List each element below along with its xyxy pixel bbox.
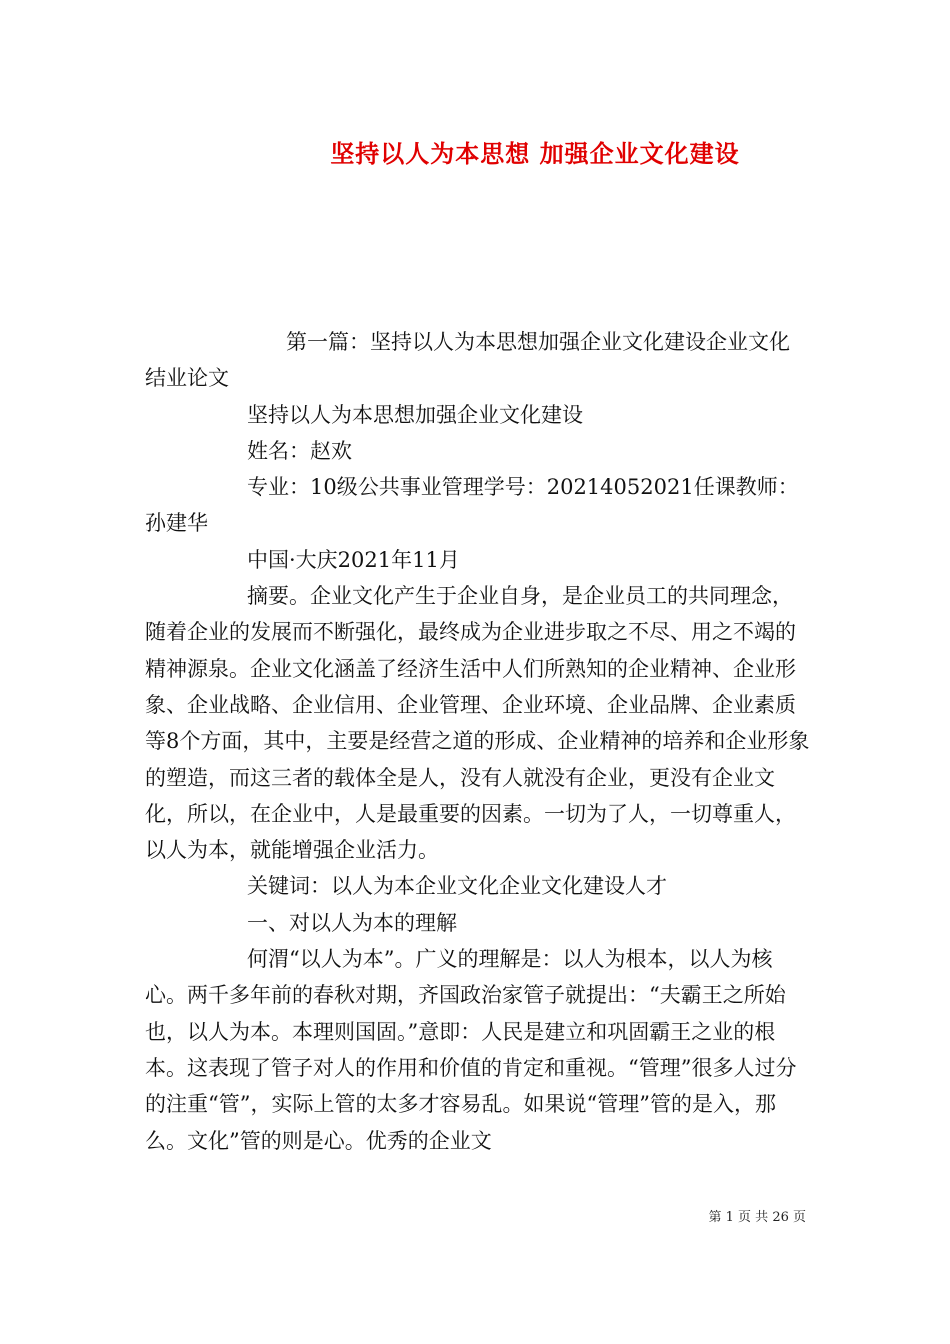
paragraph: 关键词：以人为本企业文化企业文化建设人才: [247, 874, 667, 899]
paragraph: 第一篇：坚持以人为本思想加强企业文化建设企业文化结业论文: [145, 330, 790, 391]
paragraph: 何渭“以人为本”。广义的理解是：以人为根本，以人为核心。两千多年前的春秋对期，齐国政治家管子就提出：“夫霸王之所始也，以人为本。本理则国固。”意即：人民是建立和巩固霸王之业的根本。这表现了管子对人的作用和价值的肯定和重视。“管理”很多人过分的注重“管”，实际上管的太多才容易乱。如果说“管理”管的是入，那么。文化”管的则是心。优秀的企业文: [145, 947, 797, 1153]
paragraph: 中国·大庆2021年11月: [247, 547, 460, 572]
document-body: [145, 324, 810, 1159]
document-title: 坚持以人为本思想 加强企业文化建设: [330, 140, 740, 168]
paragraph: 姓名：赵欢: [247, 438, 352, 463]
page-number-footer: 第 1 页 共 26 页: [708, 1210, 806, 1225]
paragraph: 摘要。企业文化产生于企业自身，是企业员工的共同理念，随着企业的发展而不断强化，最终成为企业进步取之不尽、用之不竭的精神源泉。企业文化涵盖了经济生活中人们所熟知的企业精神、企业形象、企业战略、企业信用、企业管理、企业环境、企业品牌、企业素质等8个方面，其中，主要是经营之道的形成、企业精神的培养和企业形象的塑造，而这三者的载体全是人，没有人就没有企业，更没有企业文化，所以，在企业中，人是最重要的因素。一切为了人，一切尊重人，以人为本，就能增强企业活力。: [145, 584, 810, 863]
paragraph: 专业：10级公共事业管理学号：20214052021任课教师：孙建华: [145, 475, 799, 536]
paragraph: 一、对以人为本的理解: [247, 910, 457, 935]
paragraph: 坚持以人为本思想加强企业文化建设: [247, 402, 583, 427]
